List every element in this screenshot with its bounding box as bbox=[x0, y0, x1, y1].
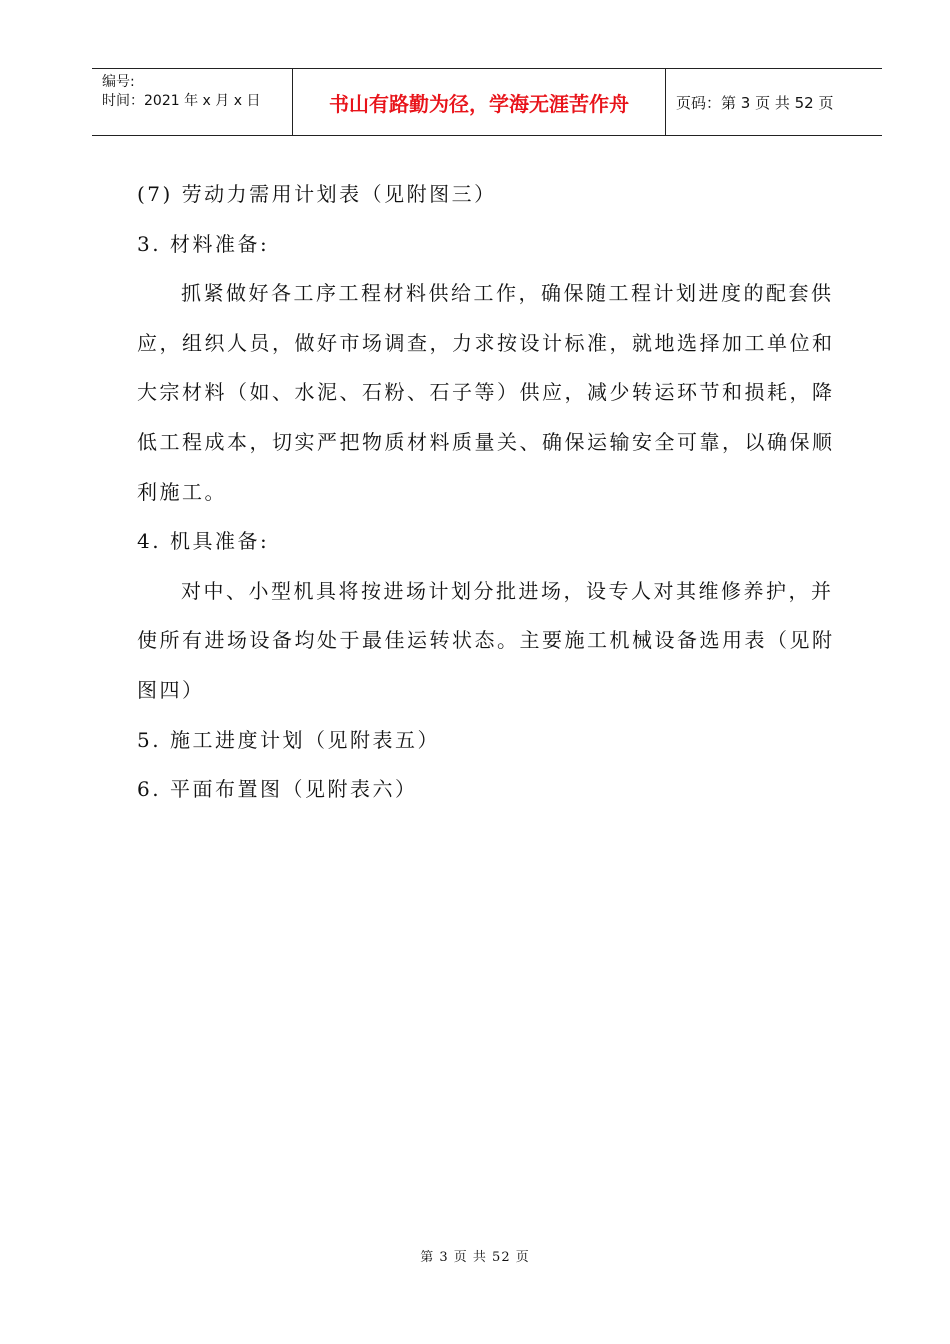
body-line: 图四） bbox=[137, 677, 205, 702]
body-line: 抓紧做好各工序工程材料供给工作，确保随工程计划进度的配套供 bbox=[181, 281, 834, 306]
body-line: 大宗材料（如、水泥、石粉、石子等）供应，减少转运环节和损耗，降 bbox=[137, 380, 835, 405]
body-line: (7) 劳动力需用计划表（见附图三） bbox=[137, 182, 497, 206]
header-time-label: 时间：2021 年 x 月 x 日 bbox=[102, 93, 261, 109]
section-heading-machinery: 4. 机具准备: bbox=[137, 529, 270, 554]
body-line: 利施工。 bbox=[137, 479, 227, 504]
header-meta bbox=[92, 69, 293, 135]
section-heading-layout: 6. 平面布置图（见附表六） bbox=[137, 777, 418, 802]
document-body bbox=[137, 170, 837, 815]
body-line: 使所有进场设备均处于最佳运转状态。主要施工机械设备选用表（见附 bbox=[137, 628, 835, 653]
page-footer: 第 3 页 共 52 页 bbox=[420, 1250, 530, 1265]
header-number-label: 编号: bbox=[102, 74, 135, 90]
body-line: 应，组织人员，做好市场调查，力求按设计标准，就地选择加工单位和 bbox=[137, 330, 835, 355]
body-line: 对中、小型机具将按进场计划分批进场，设专人对其维修养护，并 bbox=[181, 578, 834, 603]
page-header bbox=[92, 68, 882, 136]
header-page-info: 页码：第 3 页 共 52 页 bbox=[676, 93, 834, 112]
section-heading-materials: 3. 材料准备: bbox=[137, 231, 270, 256]
header-motto: 书山有路勤为径，学海无涯苦作舟 bbox=[293, 69, 666, 135]
body-line: 低工程成本，切实严把物质材料质量关、确保运输安全可靠，以确保顺 bbox=[137, 429, 835, 454]
section-heading-schedule: 5. 施工进度计划（见附表五） bbox=[137, 727, 440, 752]
